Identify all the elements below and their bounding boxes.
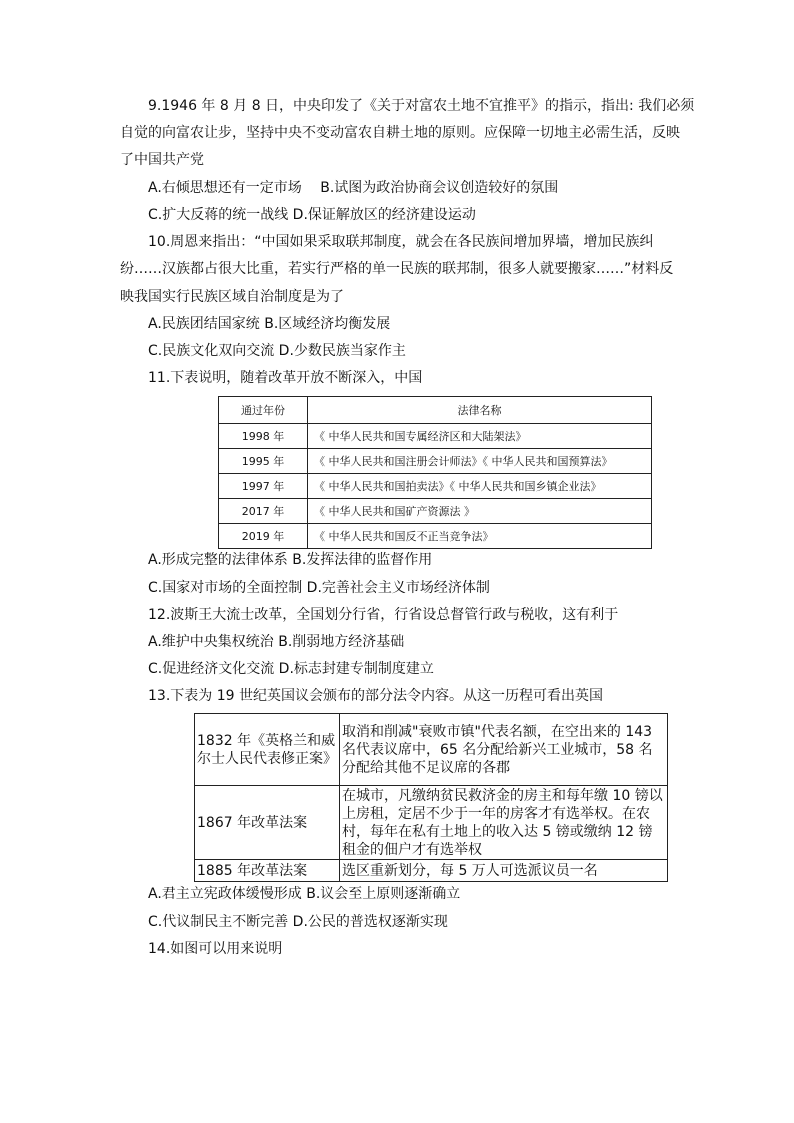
header-law-name: 法律名称 (308, 397, 652, 424)
q9-options-ab: A.右倾思想还有一定市场 B.试图为政治协商会议创造较好的氛围 (148, 180, 559, 196)
q9-line2: 自觉的向富农让步，坚持中央不变动富农自耕土地的原则。应保障一切地主必需生活，反映 (120, 125, 680, 141)
q11-law-table (218, 396, 652, 549)
table-row (195, 786, 668, 860)
table-row (219, 474, 652, 499)
q13-options-ab: A.君主立宪政体缓慢形成 B.议会至上原则逐渐确立 (148, 886, 461, 902)
row-law: 《 中华人民共和国注册会计师法》《 中华人民共和国预算法》 (308, 449, 652, 474)
q10-line3: 映我国实行民族区域自治制度是为了 (120, 289, 344, 305)
row-law: 《 中华人民共和国反不正当竞争法》 (308, 524, 652, 549)
q10-options-cd: C.民族文化双向交流 D.少数民族当家作主 (148, 343, 406, 359)
q9-options-cd: C.扩大反蒋的统一战线 D.保证解放区的经济建设运动 (148, 207, 476, 223)
row-year: 1995 年 (219, 449, 308, 474)
header-year: 通过年份 (219, 397, 308, 424)
act-name: 1867 年改革法案 (195, 786, 340, 860)
act-content: 在城市，凡缴纳贫民救济金的房主和每年缴 10 镑以上房租，定居不少于一年的房客才有选举权。在农村，每年在私有土地上的收入达 5 镑或缴纳 12 镑租金的佃户才有选举权 (340, 786, 668, 860)
row-law: 《 中华人民共和国专属经济区和大陆架法》 (308, 424, 652, 449)
table-row (219, 499, 652, 524)
table-row (219, 449, 652, 474)
q11-options-ab: A.形成完整的法律体系 B.发挥法律的监督作用 (148, 552, 433, 568)
q11-stem: 11.下表说明，随着改革开放不断深入，中国 (148, 370, 423, 386)
table-row (195, 860, 668, 882)
q12-stem: 12.波斯王大流士改革，全国划分行省，行省设总督管行政与税收，这有利于 (148, 607, 619, 623)
q10-line1: 10.周恩来指出：“中国如果采取联邦制度，就会在各民族间增加界墙，增加民族纠 (148, 234, 654, 250)
q12-options-cd: C.促进经济文化交流 D.标志封建专制制度建立 (148, 661, 434, 677)
row-year: 1998 年 (219, 424, 308, 449)
act-content: 选区重新划分，每 5 万人可选派议员一名 (340, 860, 668, 882)
q11-options-cd: C.国家对市场的全面控制 D.完善社会主义市场经济体制 (148, 580, 490, 596)
act-content: 取消和削减"衰败市镇"代表名额，在空出来的 143 名代表议席中，65 名分配给新兴工业城市，58 名分配给其他不足议席的各郡 (340, 714, 668, 786)
q14-stem: 14.如图可以用来说明 (148, 941, 283, 957)
row-law: 《 中华人民共和国矿产资源法 》 (308, 499, 652, 524)
q10-line2: 纷……汉族都占很大比重，若实行严格的单一民族的联邦制，很多人就要搬家……”材料反 (120, 261, 674, 277)
q9-line3: 了中国共产党 (120, 152, 204, 168)
row-year: 2019 年 (219, 524, 308, 549)
act-name: 1832 年《英格兰和威尔士人民代表修正案》 (195, 714, 340, 786)
row-law: 《 中华人民共和国拍卖法》《 中华人民共和国乡镇企业法》 (308, 474, 652, 499)
table-header-row (219, 397, 652, 424)
table-row (195, 714, 668, 786)
q13-options-cd: C.代议制民主不断完善 D.公民的普选权逐渐实现 (148, 914, 448, 930)
table-row (219, 424, 652, 449)
q10-options-ab: A.民族团结国家统 B.区域经济均衡发展 (148, 316, 391, 332)
table-row (219, 524, 652, 549)
q12-options-ab: A.维护中央集权统治 B.削弱地方经济基础 (148, 634, 405, 650)
row-year: 1997 年 (219, 474, 308, 499)
act-name: 1885 年改革法案 (195, 860, 340, 882)
q13-stem: 13.下表为 19 世纪英国议会颁布的部分法令内容。从这一历程可看出英国 (148, 688, 603, 704)
row-year: 2017 年 (219, 499, 308, 524)
q13-act-table (194, 713, 668, 882)
q9-line1: 9.1946 年 8 月 8 日，中央印发了《关于对富农土地不宜推平》的指示，指出: 我们必须 (148, 98, 695, 114)
